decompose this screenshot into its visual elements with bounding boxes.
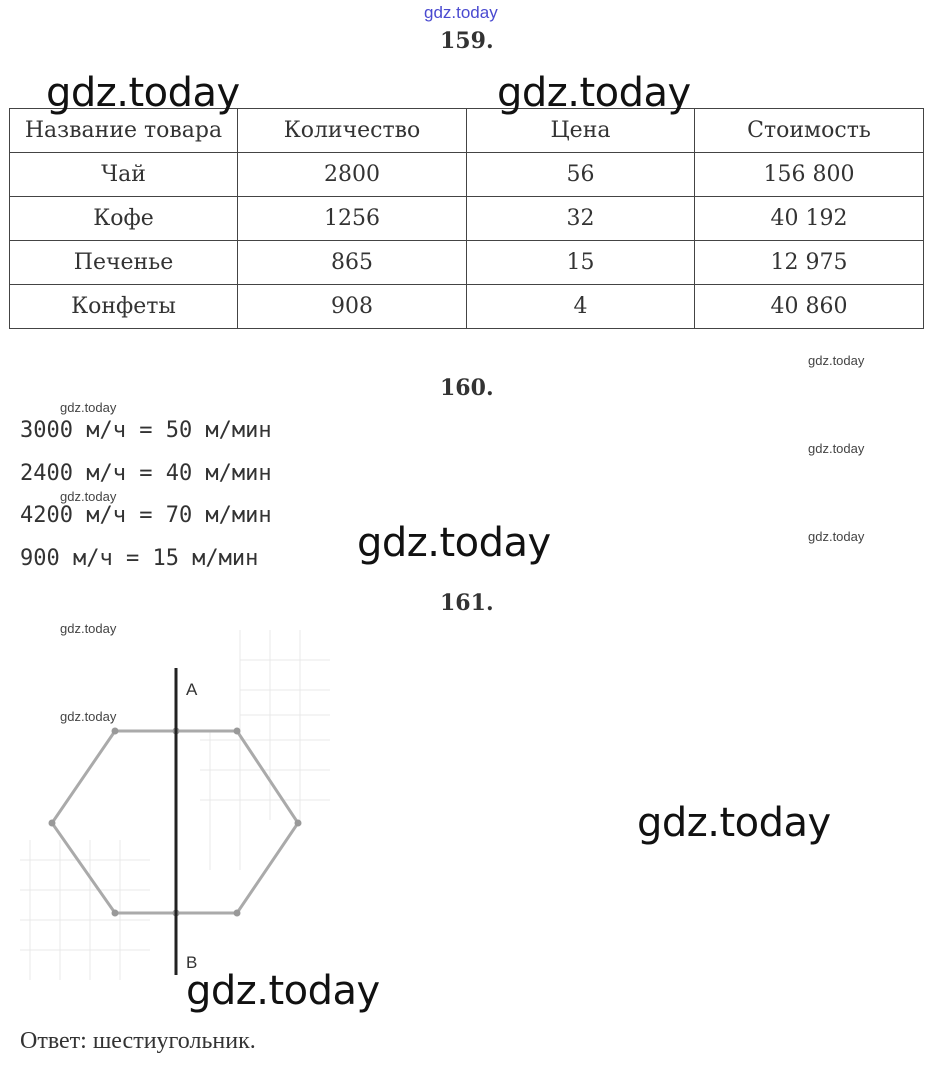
table-row xyxy=(10,197,924,241)
answer-text: Ответ: шестиугольник. xyxy=(20,1028,256,1054)
table-cell: 1256 xyxy=(238,197,467,241)
watermark-small: gdz.today xyxy=(60,621,117,636)
table-row xyxy=(10,241,924,285)
watermark: gdz.today xyxy=(186,968,380,1014)
equation-line: 900 м/ч = 15 м/мин xyxy=(20,546,259,571)
table-cell: Печенье xyxy=(10,241,238,285)
header-cell: Цена xyxy=(467,109,695,153)
table-cell: 156 800 xyxy=(695,153,924,197)
table-cell: 908 xyxy=(238,285,467,329)
top-watermark: gdz.today xyxy=(424,3,498,22)
point-label-a: A xyxy=(186,680,198,699)
table-cell: Чай xyxy=(10,153,238,197)
watermark-small: gdz.today xyxy=(60,400,117,415)
watermark: gdz.today xyxy=(637,800,831,846)
table-cell: 32 xyxy=(467,197,695,241)
watermark: gdz.today xyxy=(497,70,691,116)
table-cell: 865 xyxy=(238,241,467,285)
header-cell: Стоимость xyxy=(695,109,924,153)
equation-line: 4200 м/ч = 70 м/мин xyxy=(20,503,272,528)
watermark-small: gdz.today xyxy=(808,353,865,368)
watermark-small: gdz.today xyxy=(808,529,865,544)
watermark-small: gdz.today xyxy=(60,709,117,724)
equation-line: 2400 м/ч = 40 м/мин xyxy=(20,461,272,486)
watermark: gdz.today xyxy=(357,520,551,566)
table-cell: 2800 xyxy=(238,153,467,197)
task-160-number: 160. xyxy=(440,375,494,401)
watermark: gdz.today xyxy=(46,70,240,116)
table-row xyxy=(10,285,924,329)
task-159-number: 159. xyxy=(440,28,494,54)
point-label-b: B xyxy=(186,953,198,972)
table-cell: 40 860 xyxy=(695,285,924,329)
watermark-small: gdz.today xyxy=(60,489,117,504)
table-cell: 56 xyxy=(467,153,695,197)
task-161-number: 161. xyxy=(440,590,494,616)
header-cell: Количество xyxy=(238,109,467,153)
equation-line: 3000 м/ч = 50 м/мин xyxy=(20,418,272,443)
table-cell: 15 xyxy=(467,241,695,285)
table-cell: Кофе xyxy=(10,197,238,241)
hexagon-figure xyxy=(0,620,360,990)
goods-table xyxy=(9,108,924,329)
table-cell: 40 192 xyxy=(695,197,924,241)
table-cell: 4 xyxy=(467,285,695,329)
header-cell: Название товара xyxy=(10,109,238,153)
table-row xyxy=(10,153,924,197)
table-cell: 12 975 xyxy=(695,241,924,285)
watermark-small: gdz.today xyxy=(808,441,865,456)
table-cell: Конфеты xyxy=(10,285,238,329)
